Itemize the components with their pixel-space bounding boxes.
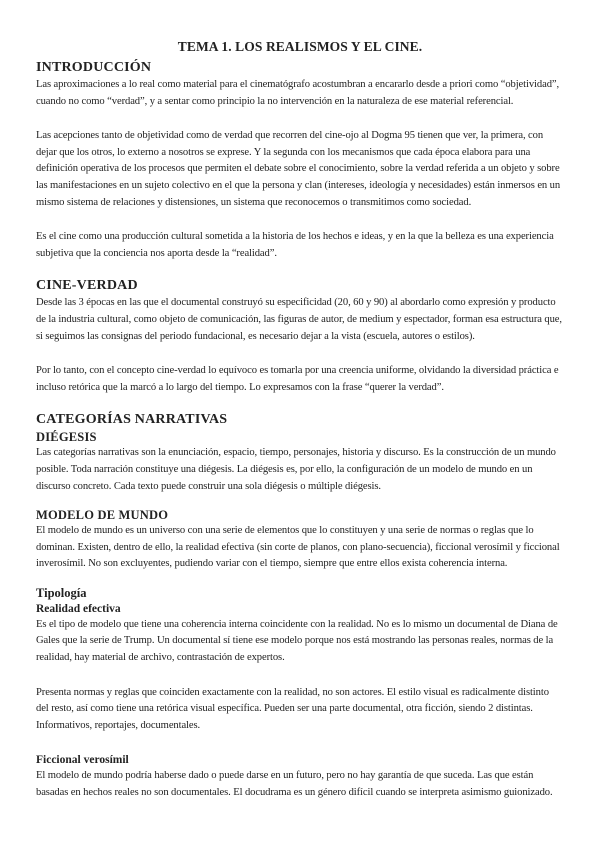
document-title: TEMA 1. LOS REALISMOS Y EL CINE. [177, 39, 423, 54]
cine-verdad-paragraph-1: Desde las 3 épocas en las que el documental construyó su especificidad (20, 60 y 90) al abordarlo como expresión y producto de la industria cultural, como objeto de comunicación, las figuras de autor, de medium y espectador, forman esa estructura que, si seguimos las consignas del periodo fundacional, es necesario dejar a la vista (escuela, autores o estilos). [36, 297, 562, 342]
intro-paragraph-3: Es el cine como una producción cultural sometida a la historia de los hechos e ideas, y en la que la belleza es una experiencia subjetiva que la conciencia nos aporta desde la “realidad”. [36, 231, 554, 259]
intro-heading: INTRODUCCIÓN [36, 60, 152, 75]
ficcional-heading: Ficcional verosímil [36, 754, 129, 767]
diegesis-paragraph: Las categorías narrativas son la enunciación, espacio, tiempo, personajes, historia y discurso. Es la construcción de un mundo posible. Toda narración constituye una diégesis. La diégesis es, por ello, la configuración de un modelo de mundo en un discurso concreto. Cada texto puede construir una sola diégesis o múltiple diégesis. [36, 447, 556, 492]
categorias-heading: CATEGORÍAS NARRATIVAS [36, 412, 228, 428]
realidad-paragraph-2: Presenta normas y reglas que coinciden exactamente con la realidad, no son actores. El estilo visual es radicalmente distinto del resto, así como tiene una retórica visual específica. Pueden ser una parte documental, otra ficción, siendo 2 distintas. Informativos, reportajes, documentales. [36, 686, 549, 731]
intro-paragraph-1: Las aproximaciones a lo real como material para el cinematógrafo acostumbran a encararlo desde a priori como “objetividad”, cuando no como “verdad”, y a sentar como principio la no intervención en la naturaleza de ese material referencial. [36, 79, 560, 107]
cine-verdad-paragraph-2: Por lo tanto, con el concepto cine-verdad lo equívoco es tomarla por una creencia uniforme, olvidando la diversidad práctica e incluso retórica que la marcó a lo largo del tiempo. Lo expresamos con la frase “querer la verdad”. [36, 365, 559, 393]
modelo-heading: MODELO DE MUNDO [36, 508, 169, 523]
realidad-paragraph-1: Es el tipo de modelo que tiene una coherencia interna coincidente con la realidad. No es lo mismo un documental de Diana de Gales que la serie de Trump. Un documental sí tiene ese modelo porque nos está mostrando las personas reales, normas de la realidad, hay material de archivo, contrastación de expertos. [36, 618, 558, 664]
tipologia-heading: Tipología [36, 585, 87, 600]
realidad-heading: Realidad efectiva [36, 602, 121, 615]
ficcional-paragraph: El modelo de mundo podría haberse dado o puede darse en un futuro, pero no hay garantía de que suceda. Las que están basadas en hechos reales no son documentales. El docudrama es un género difícil cuando se interpreta asimismo guionizado. [36, 770, 553, 799]
cine-verdad-heading: CINE-VERDAD [36, 278, 138, 294]
diegesis-heading: DIÉGESIS [36, 430, 97, 445]
modelo-paragraph: El modelo de mundo es un universo con una serie de elementos que lo constituyen y una serie de normas o reglas que lo dominan. Existen, dentro de ello, la realidad efectiva (sin corte de planos, con plano-secuencia), ficcional verosímil y ficcional inverosímil. No son excluyentes, pudiendo variar con el tiempo, siempre que entre ellos exista coherencia interna. [36, 525, 560, 570]
intro-paragraph-2: Las acepciones tanto de objetividad como de verdad que recorren del cine-ojo al Dogma 95 tienen que ver, la primera, con dejar que los otros, lo externo a nosotros se exprese. Y la segunda con los mecanismos que cada época elabora para una definición operativa de los procesos que permiten el debate sobre el conocimiento, sobre la verdad referida a un objeto y sobre las manifestaciones en un sujeto colectivo en el que la persona y clan (intereses, ideología y necesidades) están inmersos en un mismo sistema de relaciones y distensiones, un sistema que reconocemos o transmitimos como sociedad. [36, 130, 561, 208]
